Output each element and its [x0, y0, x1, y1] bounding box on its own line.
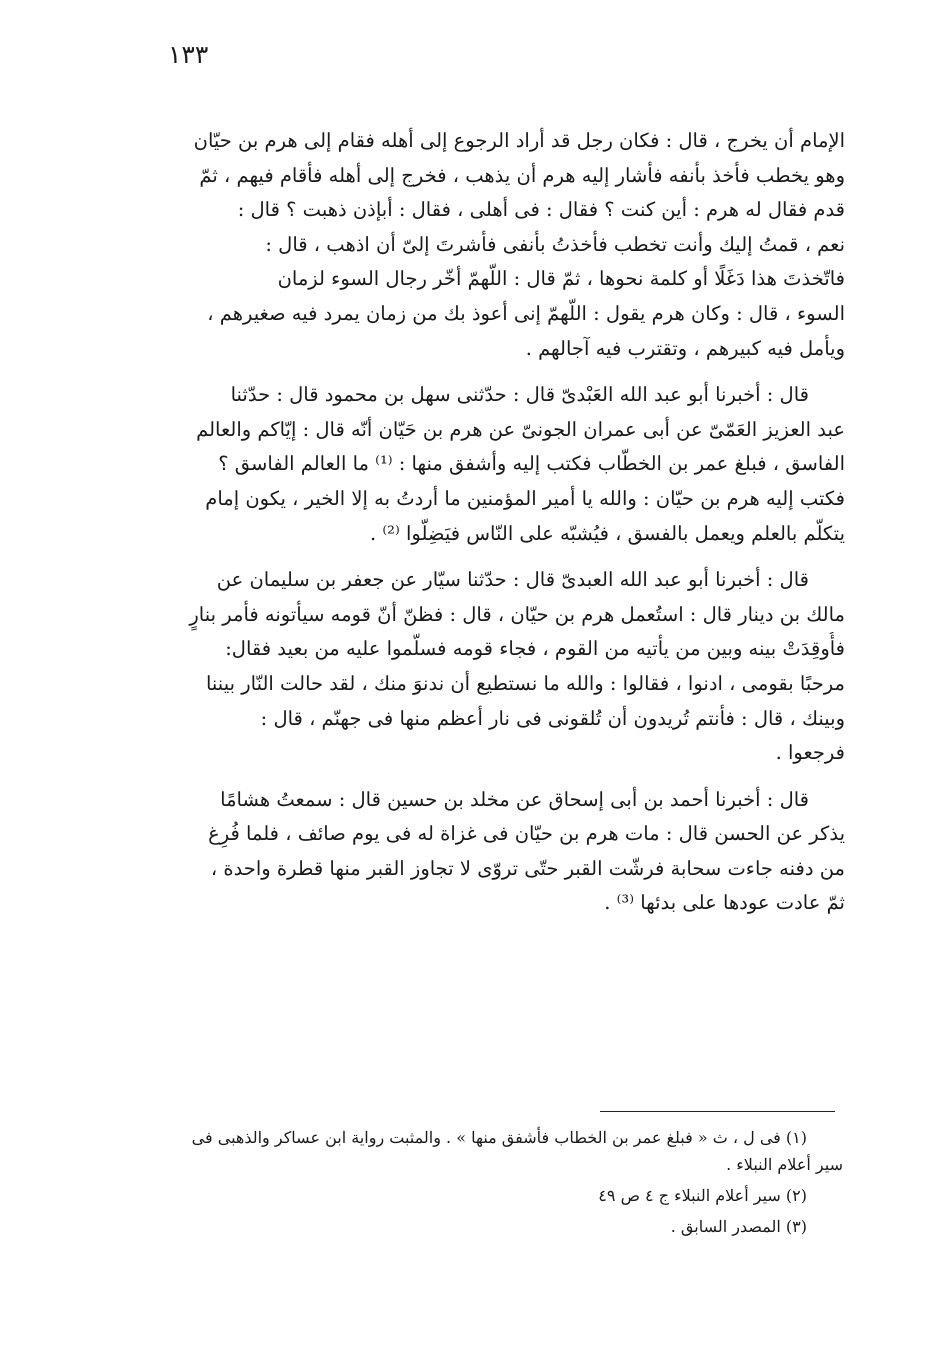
text-line: مرحبًا بقومى ، ادنوا ، فقالوا : والله ما نستطيع أن ندنوَ منك ، لقد حالت النّار بيننا [205, 671, 845, 695]
text-line: يذكر عن الحسن قال : مات هرم بن حيّان فى غزاة له فى يوم صائف ، فلما فُرِغ [208, 822, 845, 846]
footnote-divider [600, 1111, 835, 1112]
text-line: قال : أخبرنا أبو عبد الله العبدىّ قال : حدّثنا سيّار عن جعفر بن سليمان عن [216, 568, 809, 592]
paragraph-3 [135, 563, 845, 771]
footnote-3 [138, 1213, 843, 1240]
text-line: السوء ، قال : وكان هرم يقول : اللّهمّ إنى أعوذ بك من زمان يمرد فيه صغيرهم ، [207, 301, 845, 325]
page-number: ١٣٣ [168, 40, 209, 69]
footnote-line: (٢) سير أعلام النبلاء ج ٤ ص ٤٩ [598, 1186, 807, 1205]
footnote-line: (١) فى ل ، ث « فبلغ عمر بن الخطاب فأشفق منها » . والمثبت رواية ابن عساكر والذهبى فى [191, 1128, 807, 1147]
text-line: الفاسق ، فبلغ عمر بن الخطّاب فكتب إليه وأشفق منها : ⁽¹⁾ ما العالم الفاسق ؟ [218, 452, 845, 476]
text-line: مالك بن دينار قال : استُعمل هرم بن حيّان ، قال : فظنّ أنّ قومه سيأتونه فأمر بنارٍ [189, 602, 845, 626]
text-line: قال : أخبرنا أحمد بن أبى إسحاق عن مخلد بن حسين قال : سمعتُ هشامًا [220, 787, 809, 811]
text-line: فاتّخذتَ هذا دَغَلًا أو كلمة نحوها ، ثمّ قال : اللّهمّ أخّر رجال السوء لزمان [277, 267, 845, 291]
paragraph-4 [135, 783, 845, 921]
text-line: فكتب إليه هرم بن حيّان : والله يا أمير المؤمنين ما أردتُ به إلا الخير ، يكون إمام [205, 486, 845, 510]
footnote-2 [138, 1182, 843, 1209]
text-line: من دفنه جاءت سحابة فرشّت القبر حتّى تروّى لا تجاوز القبر منها قطرة واحدة ، [210, 856, 845, 880]
text-line: الإمام أن يخرج ، قال : فكان رجل قد أراد الرجوع إلى أهله فقام إلى هرم بن حيّان [193, 129, 845, 152]
paragraph-1 [135, 124, 845, 366]
text-line: فرجعوا . [775, 741, 845, 765]
paragraph-2 [135, 378, 845, 551]
text-line: قال : أخبرنا أبو عبد الله العَبْدىّ قال : حدّثنى سهل بن محمود قال : حدّثنا [230, 383, 809, 407]
text-line: وهو يخطب فأخذ بأنفه فأشار إليه هرم أن يذهب ، فخرج إلى أهله فأقام فيهم ، ثمّ [199, 163, 845, 187]
text-line: وبينك ، قال : فأنتم تُريدون أن تُلقونى فى نار أعظم منها فى جهنّم ، قال : [260, 706, 845, 730]
text-line: قدم فقال له هرم : أين كنت ؟ فقال : فى أهلى ، فقال : أبإذن ذهبت ؟ قال : [237, 198, 845, 222]
footnote-line: (٣) المصدر السابق . [670, 1217, 807, 1236]
text-line: يتكلّم بالعلم ويعمل بالفسق ، فيُشبّه على النّاس فيَضِلّوا ⁽²⁾ . [369, 521, 845, 545]
text-line: عبد العزيز العَمّىّ عن أبى عمران الجونىّ عن هرم بن حَيّان أنّه قال : إيّاكم والعالم [196, 417, 845, 441]
main-text [135, 124, 845, 933]
text-line: فأُوقِدَتْ بينه وبين من يأتيه من القوم ، فجاء قومه فسلّموا عليه من بعيد فقال: [225, 637, 845, 661]
footnotes [138, 1124, 843, 1244]
text-line: نعم ، قمتُ إليك وأنت تخطب فأخذتُ بأنفى فأشرتَ إلىّ أن اذهب ، قال : [265, 232, 845, 256]
text-line: ويأمل فيه كبيرهم ، وتقترب فيه آجالهم . [525, 336, 845, 360]
footnote-1 [138, 1124, 843, 1178]
footnote-line: سير أعلام النبلاء . [726, 1155, 843, 1174]
text-line: ثمّ عادت عودها على بدئها ⁽³⁾ . [604, 891, 845, 915]
